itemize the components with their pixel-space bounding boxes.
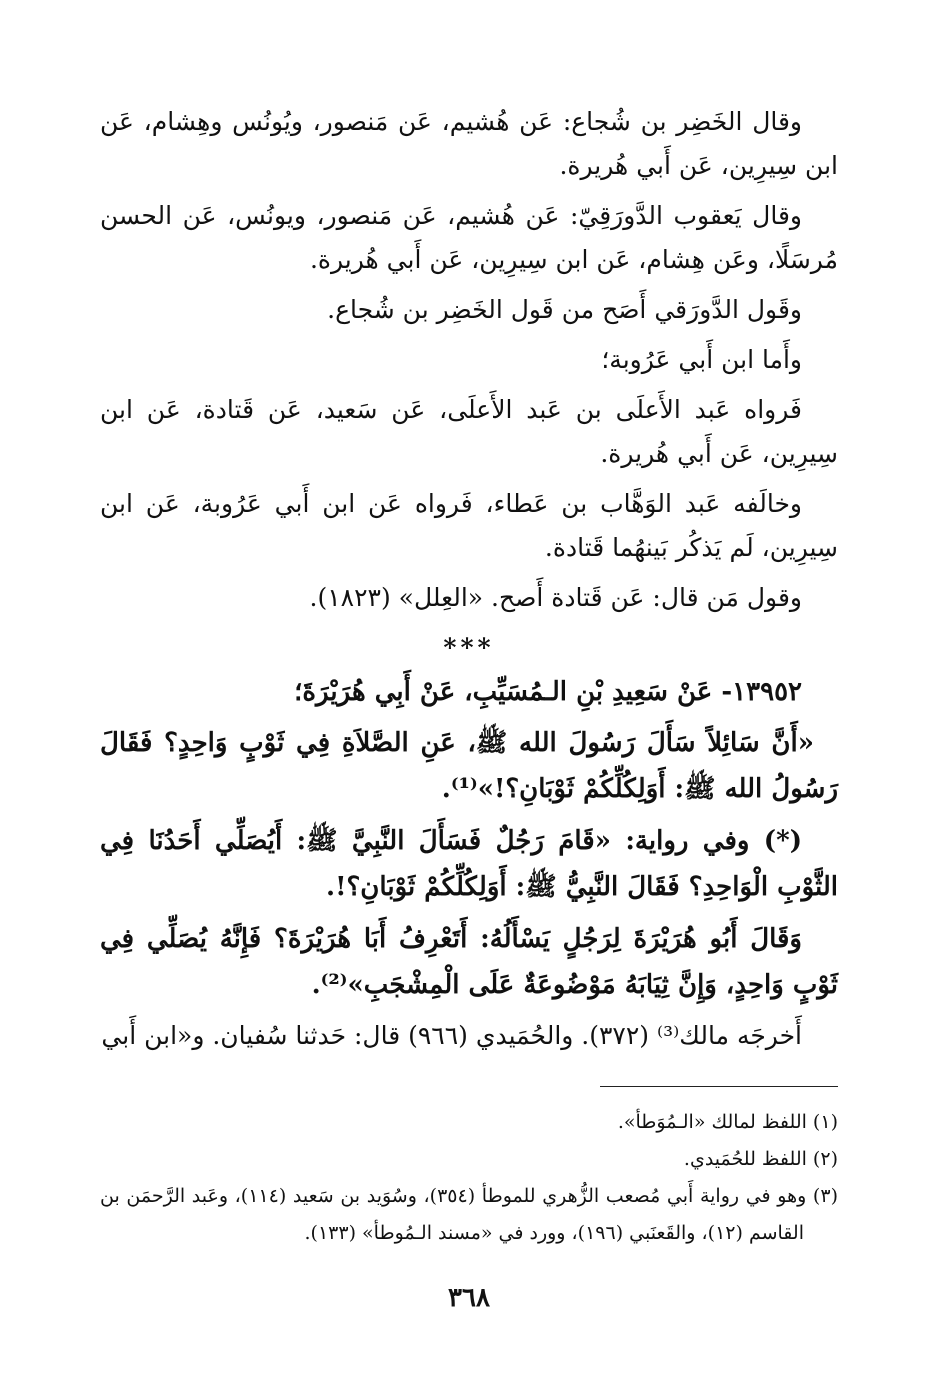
page-number: ٣٦٨ xyxy=(448,1283,490,1313)
footnotes xyxy=(100,1104,838,1252)
hadith-number-heading: ١٣٩٥٢- عَنْ سَعِيدِ بْنِ الـمُسَيِّبِ، عَنْ أَبِي هُرَيْرَةَ؛ xyxy=(294,677,802,707)
main-text xyxy=(100,100,838,1064)
paragraph-ilal-citation: وقول مَن قال: عَن قَتادة أَصح. «العِلل» (١٨٢٣). xyxy=(309,583,802,612)
footnote-3: (٣) وهو في رواية أَبي مُصعب الزُّهري للموطأ (٣٥٤)، وسُوَيد بن سَعيد (١١٤)، وعَبد الرَّحمَن بن القاسم (١٢)، والقَعنَبي (١٩٦)، وورد في «مسند الـمُوطأ» (١٣٣). xyxy=(100,1185,838,1244)
footnote-divider xyxy=(600,1086,838,1087)
paragraph-ibn-abi-aruba: وأَما ابن أَبي عَرُوبة؛ xyxy=(601,345,802,374)
paragraph-takhrij: أَخرجَه مالك⁽³⁾ (٣٧٢). والحُمَيدي (٩٦٦) قال: حَدثنا سُفيان. و«ابن أَبي xyxy=(101,1021,802,1050)
section-separator-stars: *** xyxy=(443,633,495,662)
footnote-1: (١) اللفظ لمالك «الـمُوَطأ». xyxy=(617,1111,838,1133)
paragraph-khadir-narration: وقال الخَضِر بن شُجاع: عَن هُشيم، عَن مَنصور، ويُونُس وهِشام، عَن ابن سِيرِين، عَن أَبي هُريرة. xyxy=(100,107,838,180)
hadith-text-variant: (*) وفي رواية: «قَامَ رَجُلٌ فَسَأَلَ النَّبِيَّ ﷺ: أَيُصَلِّي أَحَدُنَا فِي الثَّوْبِ الْوَاحِدِ؟ فَقَالَ النَّبِيُّ ﷺ: أَوَلِكُلِّكُمْ ثَوْبَانِ؟!. xyxy=(100,826,838,902)
hadith-text-main: «أَنَّ سَائِلاً سَأَلَ رَسُولَ الله ﷺ، عَنِ الصَّلاَةِ فِي ثَوْبٍ وَاحِدٍ؟ فَقَالَ رَسُولُ الله ﷺ: أَوَلِكُلِّكُمْ ثَوْبَانِ؟!»⁽¹⁾. xyxy=(100,728,838,804)
paragraph-abd-al-ala: فَرواه عَبد الأَعلَى بن عَبد الأَعلَى، عَن سَعيد، عَن قَتادة، عَن ابن سِيرِين، عَن أَبي هُريرة. xyxy=(100,395,838,468)
hadith-text-abu-hurayra: وَقَالَ أَبُو هُرَيْرَةَ لِرَجُلٍ يَسْأَلُهُ: أَتَعْرِفُ أَبَا هُرَيْرَةَ؟ فَإِنَّهُ يُصَلِّي فِي ثَوْبٍ وَاحِدٍ، وَإِنَّ ثِيَابَهُ مَوْضُوعَةٌ عَلَى الْمِشْجَبِ»⁽²⁾. xyxy=(100,924,838,1000)
paragraph-dawraqi-narration: وقال يَعقوب الدَّورَقِيّ: عَن هُشيم، عَن مَنصور، ويونُس، عَن الحسن مُرسَلًا، وعَن هِشام، عَن ابن سِيرِين، عَن أَبي هُريرة. xyxy=(100,201,838,274)
paragraph-abd-al-wahhab: وخالَفه عَبد الوَهَّاب بن عَطاء، فَرواه عَن ابن أَبي عَرُوبة، عَن ابن سِيرِين، لَم يَذكُر بَينهُما قَتادة. xyxy=(100,489,838,562)
footnote-2: (٢) اللفظ للحُمَيدي. xyxy=(683,1148,838,1170)
paragraph-dawraqi-judgement: وقَول الدَّورَقي أَصَح من قَول الخَضِر بن شُجاع. xyxy=(327,295,802,324)
